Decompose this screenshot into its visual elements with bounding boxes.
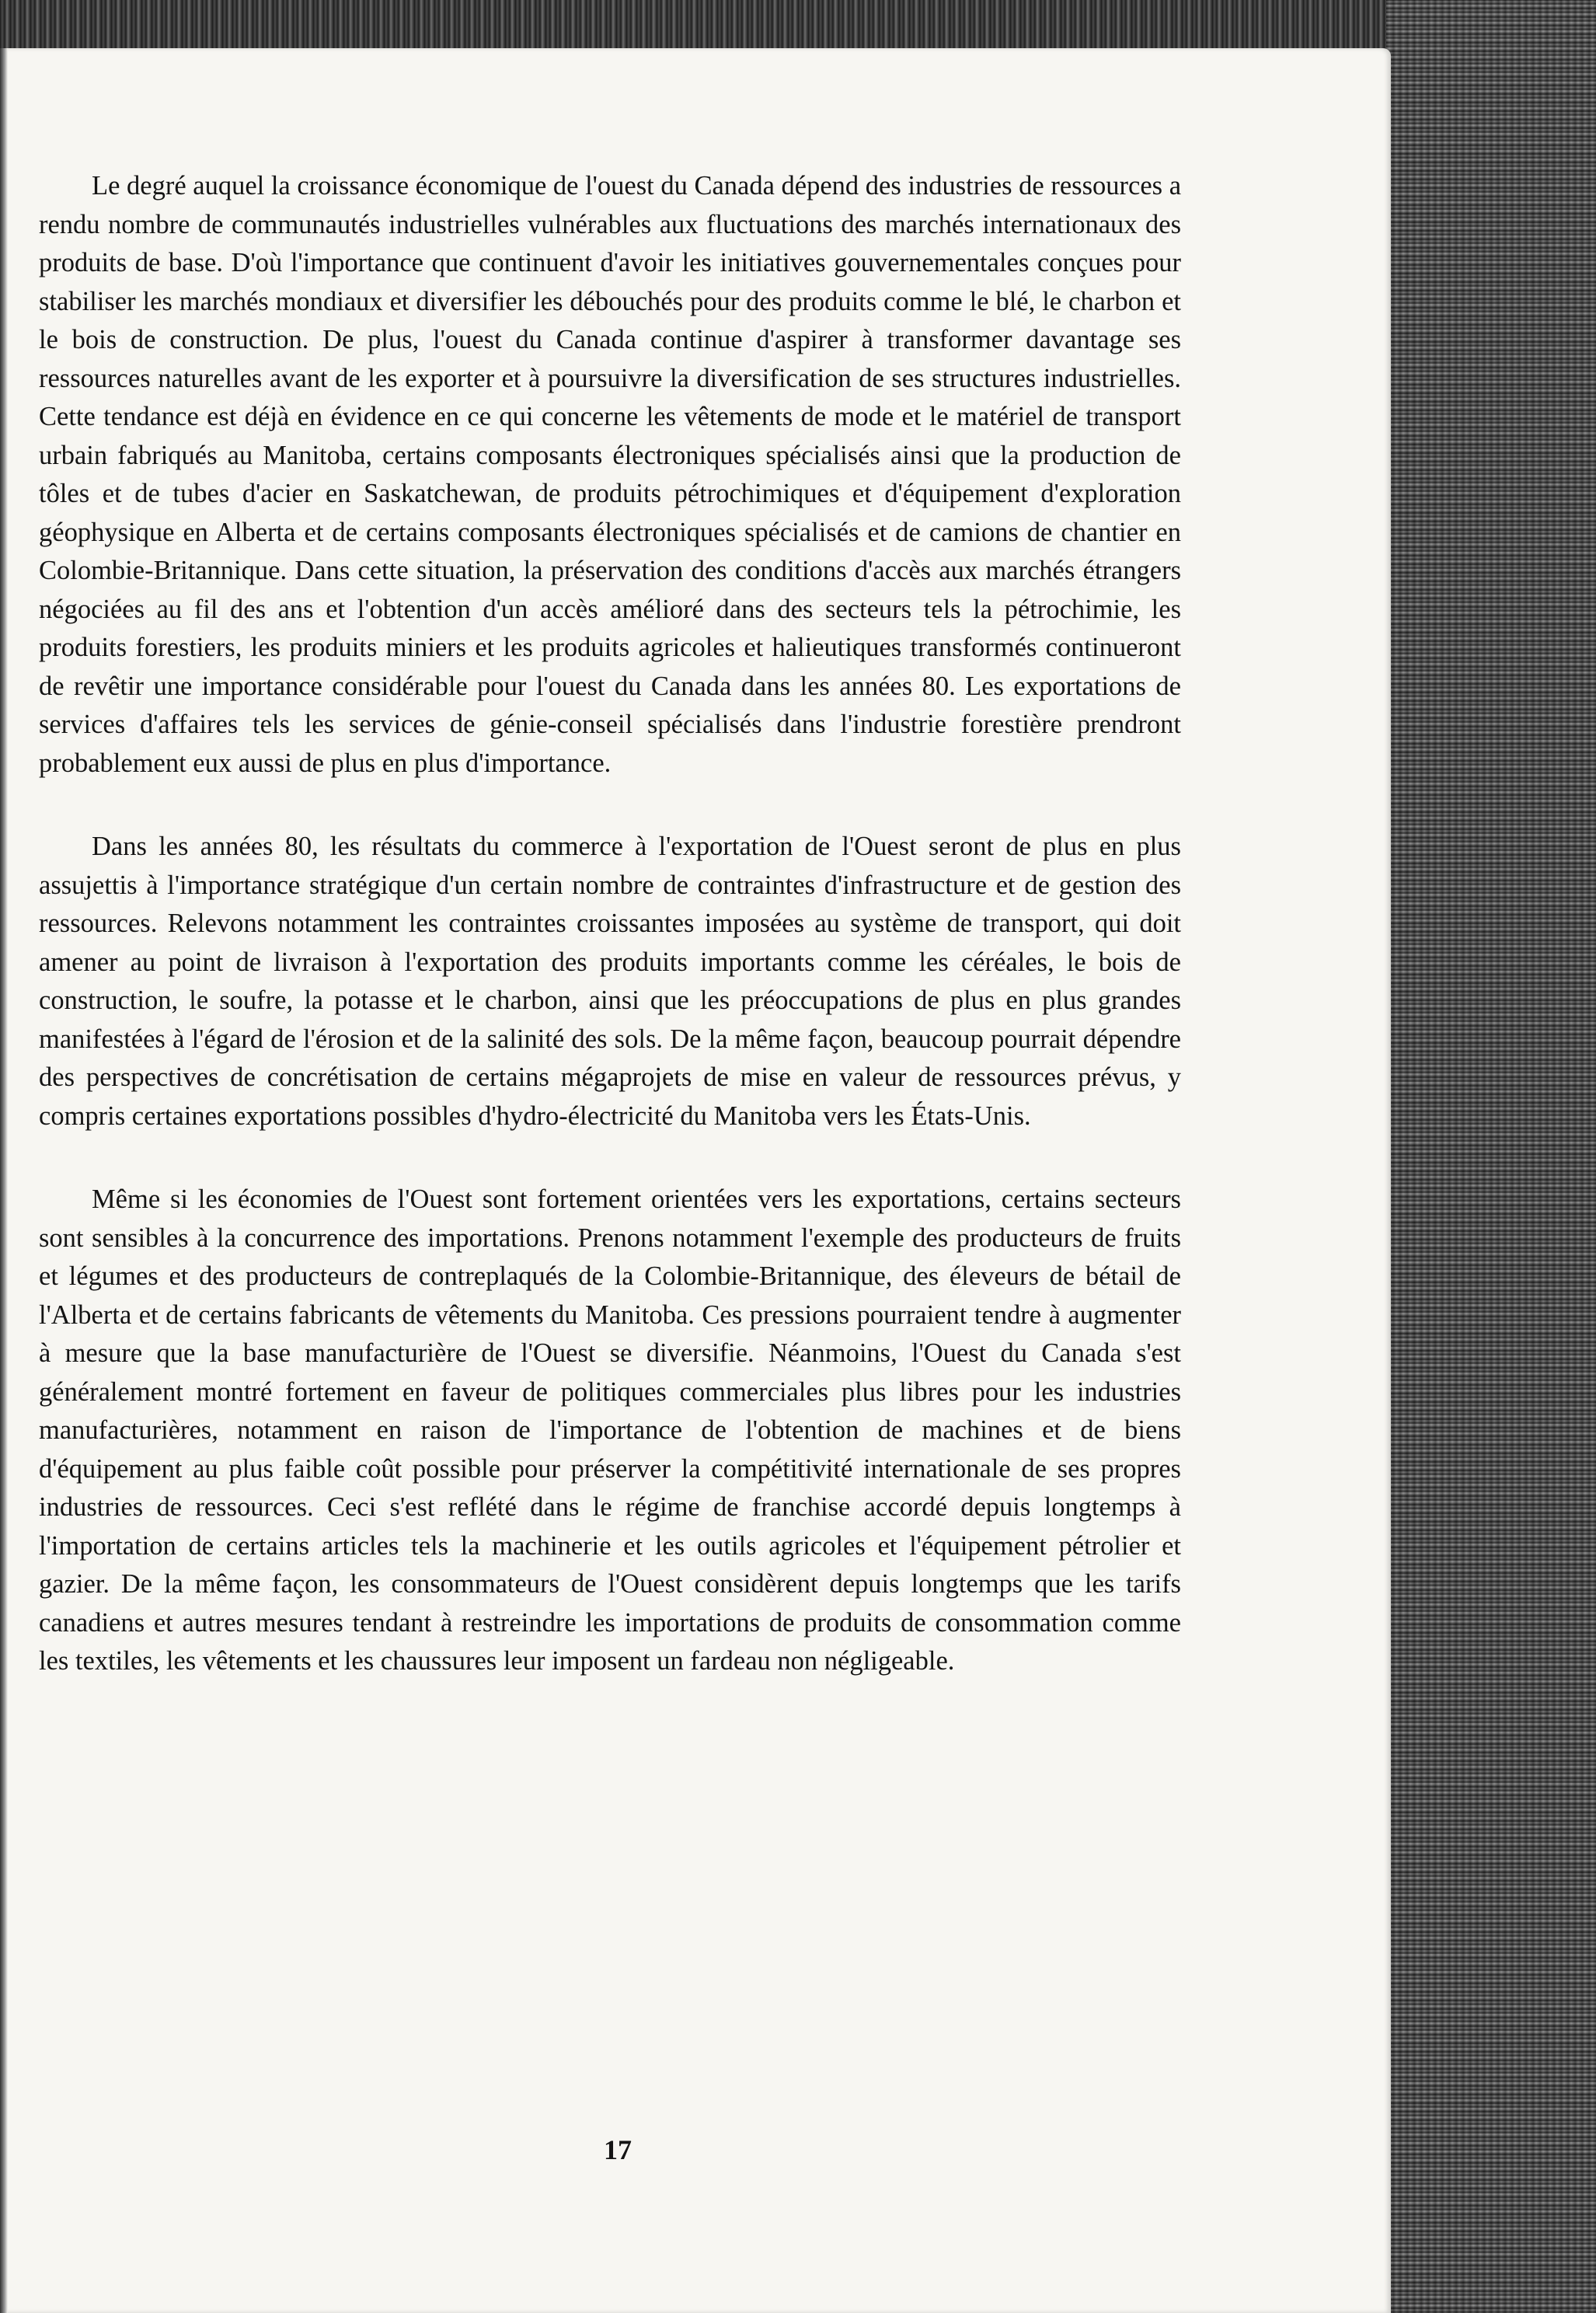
paragraph-2: Dans les années 80, les résultats du commerce à l'exportation de l'Ouest seront de plus en plus assujettis à l'importance stratégique d'un certain nombre de contraintes d'infrastructure et de gestion des ressources. Relevons notamment les contraintes croissantes imposées au système de transport, qui doit amener au point de livraison à l'exportation des produits importants comme les céréales, le bois de construction, le soufre, la potasse et le charbon, ainsi que les préoccupations de plus en plus grandes manifestées à l'égard de l'érosion et de la salinité des sols. De la même façon, beaucoup pourrait dépendre des perspectives de concrétisation de certains mégaprojets de mise en valeur de ressources prévus, y compris certaines exportations possibles d'hydro-électricité du Manitoba vers les États-Unis. (39, 832, 1181, 1131)
paragraph-1: Le degré auquel la croissance économique de l'ouest du Canada dépend des industries de ressources a rendu nombre de communautés industrielles vulnérables aux fluctuations des marchés internationaux des produits de base. D'où l'importance que continuent d'avoir les initiatives gouvernementales conçues pour stabiliser les marchés mondiaux et diversifier les débouchés pour des produits comme le blé, le charbon et le bois de construction. De plus, l'ouest du Canada continue d'aspirer à transformer davantage ses ressources naturelles avant de les exporter et à poursuivre la diversification de ses structures industrielles. Cette tendance est déjà en évidence en ce qui concerne les vêtements de mode et le matériel de transport urbain fabriqués au Manitoba, certains composants électroniques spécialisés ainsi que la production de tôles et de tubes d'acier en Saskatchewan, de produits pétrochimiques et d'équipement d'exploration géophysique en Alberta et de certains composants électroniques spécialisés et de camions de chantier en Colombie-Britannique. Dans cette situation, la préservation des conditions d'accès aux marchés étrangers négociées au fil des ans et l'obtention d'un accès amélioré dans des secteurs tels la pétrochimie, les produits forestiers, les produits miniers et les produits agricoles et halieutiques transformés continueront de revêtir une importance considérable pour l'ouest du Canada dans les années 80. Les exportations de services d'affaires tels les services de génie-conseil spécialisés dans l'industrie forestière prendront probablement eux aussi de plus en plus d'importance. (39, 171, 1182, 778)
paragraph-3: Même si les économies de l'Ouest sont fortement orientées vers les exportations, certains secteurs sont sensibles à la concurrence des importations. Prenons notamment l'exemple des producteurs de fruits et légumes et des producteurs de contreplaqués de la Colombie-Britannique, des éleveurs de bétail de l'Alberta et de certains fabricants de vêtements du Manitoba. Ces pressions pourraient tendre à augmenter à mesure que la base manufacturière de l'Ouest se diversifie. Néanmoins, l'Ouest du Canada s'est généralement montré fortement en faveur de politiques commerciales plus libres pour les industries manufacturières, notamment en raison de l'importance de l'obtention de machines et de biens d'équipement au plus faible coût possible pour préserver la compétitivité internationale de ses propres industries de ressources. Ceci s'est reflété dans le régime de franchise accordé depuis longtemps à l'importation de certains articles tels la machinerie et les outils agricoles et l'équipement pétrolier et gazier. De la même façon, les consommateurs de l'Ouest considèrent depuis longtemps que les tarifs canadiens et autres mesures tendant à restreindre les importations de produits de consommation comme les textiles, les vêtements et les chaussures leur imposent un fardeau non négligeable. (39, 1184, 1181, 1676)
scan-border-top (0, 0, 1596, 54)
body-text (39, 167, 1181, 1681)
scan-border-right (1386, 0, 1596, 2313)
page-number: 17 (604, 2134, 632, 2165)
scan-border-left (0, 48, 8, 2313)
